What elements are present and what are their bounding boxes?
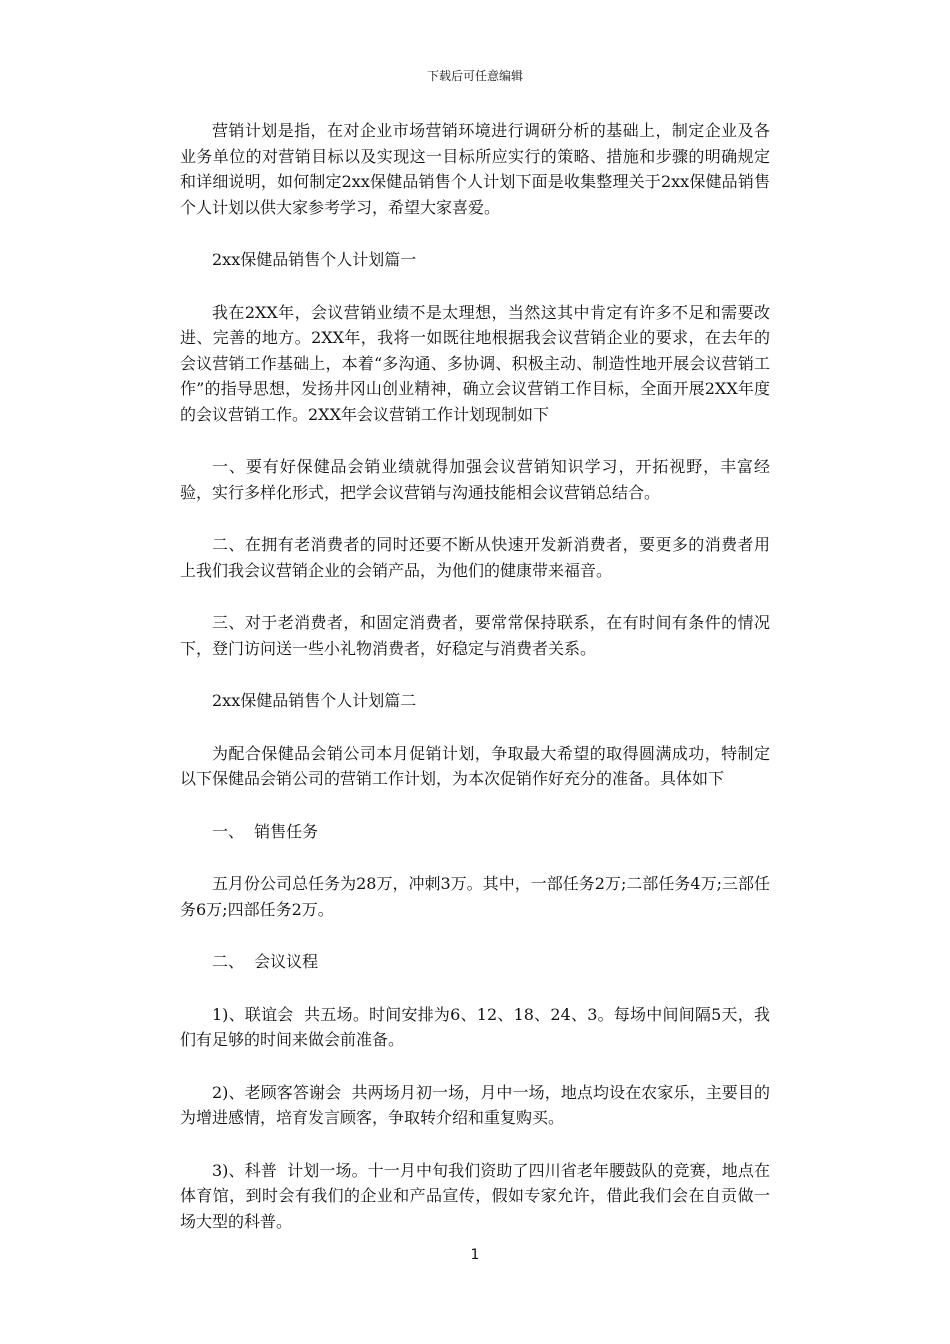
paragraph-plan-two-overview: 为配合保健品会销公司本月促销计划，争取最大希望的取得圆满成功，特制定以下保健品会销公司的营销工作计划，为本次促销作好充分的准备。具体如下 <box>180 743 770 788</box>
page-header-note: 下载后可任意编辑 <box>426 69 523 83</box>
paragraph-sales-task: 五月份公司总任务为28万，冲刺3万。其中，一部任务2万;二部任务4万;三部任务6万;四部任务2万。 <box>180 874 770 919</box>
paragraph-agenda-item-1: 1)、联谊会 共五场。时间安排为6、12、18、24、3。每场中间间隔5天，我们有足够的时间来做会前准备。 <box>180 1004 770 1049</box>
page-number: 1 <box>470 1247 480 1263</box>
subheading-meeting-agenda: 二、 会议议程 <box>212 952 319 971</box>
paragraph-plan-one-overview: 我在2XX年，会议营销业绩不是太理想，当然这其中肯定有许多不足和需要改进、完善的地方。2XX年，我将一如既往地根据我会议营销企业的要求，在去年的会议营销工作基础上，本着“多沟通、多协调、积极主动、制造性地开展会议营销工作”的指导思想，发扬井冈山创业精神，确立会议营销工作目标，全面开展2XX年度的会议营销工作。2XX年会议营销工作计划现制如下 <box>180 302 770 424</box>
section-heading-plan-two: 2xx保健品销售个人计划篇二 <box>212 691 417 710</box>
document-body <box>180 118 770 1261</box>
paragraph-plan-one-item-3: 三、对于老消费者，和固定消费者，要常常保持联系，在有时间有条件的情况下，登门访问送一些小礼物消费者，好稳定与消费者关系。 <box>180 613 770 658</box>
section-heading-plan-one: 2xx保健品销售个人计划篇一 <box>212 250 417 269</box>
paragraph-intro: 营销计划是指，在对企业市场营销环境进行调研分析的基础上，制定企业及各业务单位的对营销目标以及实现这一目标所应实行的策略、措施和步骤的明确规定和详细说明，如何制定2xx保健品销售个人计划下面是收集整理关于2xx保健品销售个人计划以供大家参考学习，希望大家喜爱。 <box>180 121 770 217</box>
subheading-sales-task: 一、 销售任务 <box>212 821 319 841</box>
paragraph-agenda-item-3: 3)、科普 计划一场。十一月中旬我们资助了四川省老年腰鼓队的竞赛，地点在体育馆，到时会有我们的企业和产品宣传，假如专家允许，借此我们会在自贡做一场大型的科普。 <box>180 1160 770 1231</box>
paragraph-plan-one-item-1: 一、要有好保健品会销业绩就得加强会议营销知识学习，开拓视野，丰富经验，实行多样化形式，把学会议营销与沟通技能相会议营销总结合。 <box>180 457 770 502</box>
paragraph-plan-one-item-2: 二、在拥有老消费者的同时还要不断从快速开发新消费者，要更多的消费者用上我们我会议营销企业的会销产品，为他们的健康带来福音。 <box>180 535 770 580</box>
paragraph-agenda-item-2: 2)、老顾客答谢会 共两场月初一场，月中一场，地点均设在农家乐，主要目的为增进感情，培育发言顾客，争取转介绍和重复购买。 <box>180 1082 770 1127</box>
